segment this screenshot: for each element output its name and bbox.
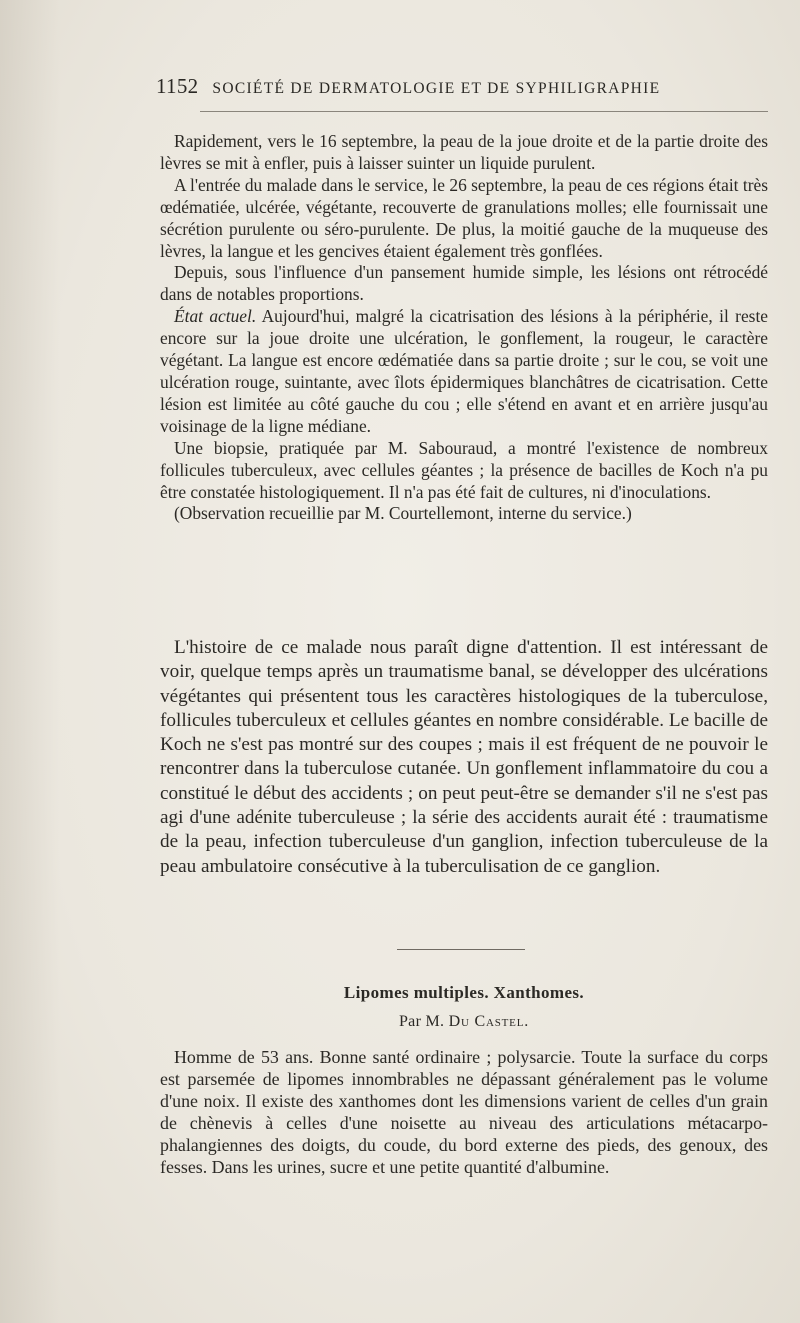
byline-author: Du Castel. [448,1013,530,1030]
byline-prefix: Par M. [398,1013,449,1030]
case-block [160,1046,768,1179]
section-title: Lipomes multiples. Xanthomes. [343,983,585,1002]
observation-paragraph-3: Depuis, sous l'influence d'un pansement humide simple, les lésions ont rétrocédé dans de notables proportions. [160,262,768,305]
section-separator [397,949,525,950]
running-title: SOCIÉTÉ DE DERMATOLOGIE ET DE SYPHILIGRAPHIE [212,80,661,97]
commentary-block [160,636,768,879]
etat-actuel-label: État actuel. [174,306,257,327]
section-byline [160,1013,768,1031]
biopsy-paragraph: Une biopsie, pratiquée par M. Sabouraud, a montré l'existence de nombreux follicules tuberculeux, avec cellules géantes ; la présence de bacilles de Koch n'a pu être constatée histologiquement. Il n'a pas été fait de cultures, ni d'inoculations. [160,437,768,502]
observation-block [160,131,768,525]
observation-paragraph-1: Rapidement, vers le 16 septembre, la peau de la joue droite et de la partie droite des lèvres se mit à enfler, puis à laisser suinter un liquide purulent. [160,131,768,173]
etat-actuel-paragraph [160,306,768,437]
page-edge-shadow [0,0,60,1323]
case-paragraph: Homme de 53 ans. Bonne santé ordinaire ; polysarcie. Toute la surface du corps est parsemée de lipomes innombrables ne dépassant généralement pas le volume d'une noix. Il existe des xanthomes dont les dimensions varient de celles d'un grain de chènevis à celles d'une noisette au niveau des articulations métacarpo-phalangiennes des doigts, du coude, du bord externe des pieds, des genoux, des fesses. Dans les urines, sucre et une petite quantité d'albumine. [160,1047,768,1178]
observation-attribution: (Observation recueillie par M. Courtellemont, interne du service.) [174,503,632,524]
header-rule [200,111,768,112]
observation-paragraph-2: A l'entrée du malade dans le service, le 26 septembre, la peau de ces régions était très œdématiée, ulcérée, végétante, recouverte de granulations molles; elle fournissait une sécrétion purulente ou séro-purulente. De plus, la moitié gauche de la muqueuse des lèvres, la langue et les gencives étaient également très gonflées. [160,174,768,261]
page-number: 1152 [156,74,199,98]
running-header [156,74,766,104]
etat-actuel-text: Aujourd'hui, malgré la cicatrisation des lésions à la périphérie, il reste encore sur la joue droite une ulcération, le gonflement, la rougeur, le caractère végétant. La langue est encore œdématiée dans sa partie droite ; sur le cou, se voit une ulcération rouge, suintante, avec îlots épidermiques blanchâtres de cicatrisation. Cette lésion est limitée au côté gauche du cou ; elle s'étend en avant et en arrière jusqu'au voisinage de la ligne médiane. [160,306,768,436]
commentary-paragraph: L'histoire de ce malade nous paraît digne d'attention. Il est intéressant de voir, quelque temps après un traumatisme banal, se développer des ulcérations végétantes qui présentent tous les caractères histologiques de la tuberculose, follicules tuberculeux et cellules géantes en nombre considérable. Le bacille de Koch ne s'est pas montré sur des coupes ; mais il est fréquent de ne pouvoir le rencontrer dans la tuberculose cutanée. Un gonflement inflammatoire du cou a constitué le début des accidents ; on peut peut-être se demander s'il ne s'est pas agi d'une adénite tuberculeuse ; la série des accidents aurait été : traumatisme de la peau, infection tuberculeuse d'un ganglion, infection tuberculeuse de la peau ambulatoire consécutive à la tuberculisation de ce ganglion. [160,637,768,877]
